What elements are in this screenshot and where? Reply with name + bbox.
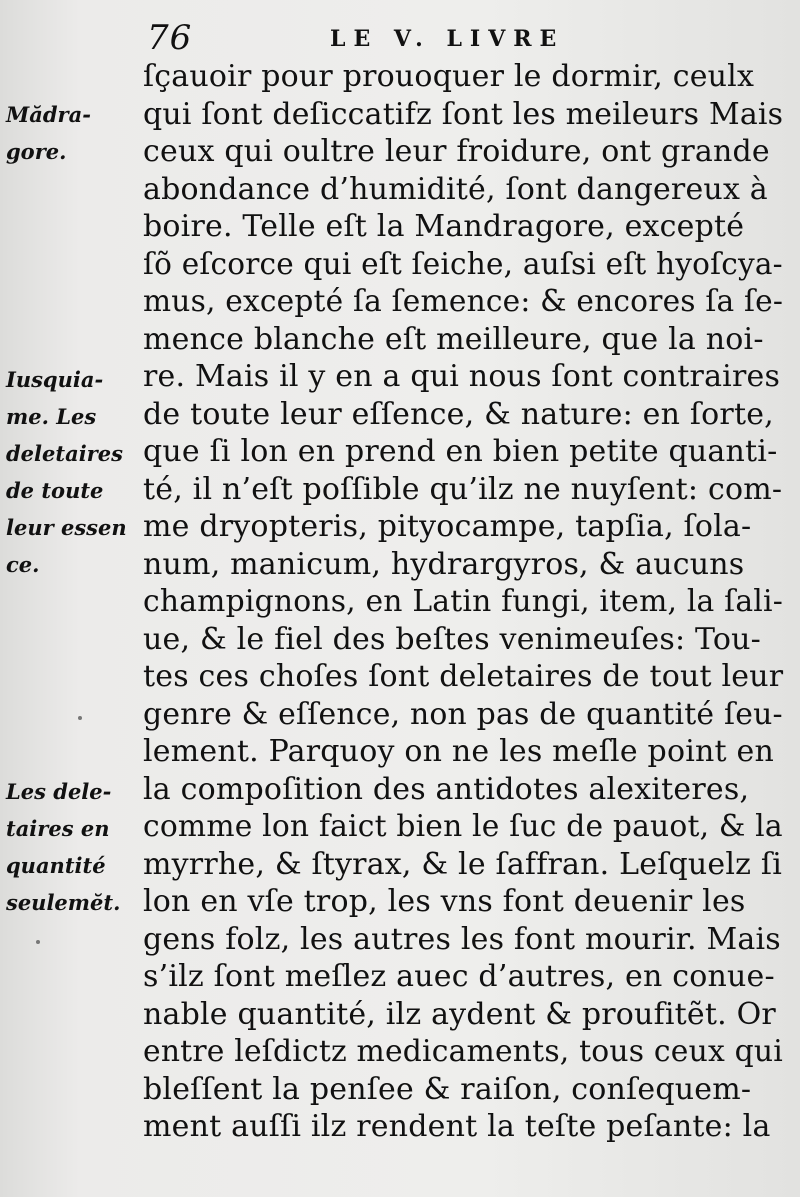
text-line: gens folz, les autres les font mourir. Mais	[143, 921, 781, 957]
text-line: s’ilz ſont meſlez auec d’autres, en conue-	[143, 959, 775, 994]
text-line: me dryopteris, pityocampe, tapſia, ſola-	[143, 509, 752, 544]
text-line: qui ſont deſiccatifz ſont les meileurs Mais	[143, 96, 784, 132]
text-line: que ſi lon en prend en bien petite quanti-	[143, 434, 778, 469]
body-text	[143, 58, 783, 1146]
margin-note-line: quantité	[6, 853, 106, 878]
text-line: ſçauoir pour prouoquer le dormir, ceulx	[143, 59, 755, 94]
text-line: comme lon faict bien le ſuc de pauot, & la	[143, 809, 783, 844]
margin-note-line: taires en	[6, 816, 110, 841]
margin-note-line: seulemĕt.	[6, 890, 121, 915]
text-line: tes ces choſes ſont deletaires de tout leur	[143, 659, 784, 694]
margin-note-line: de toute	[6, 478, 104, 503]
margin-note-line: gore.	[6, 139, 67, 164]
text-line: entre leſdictz medicaments, tous ceux qui	[143, 1034, 783, 1069]
text-line: ment auſſi ilz rendent la teſte peſante: la	[143, 1109, 771, 1144]
text-line: champignons, en Latin fungi, item, la ſali-	[143, 584, 783, 619]
margin-note-iusquiame	[6, 361, 134, 583]
text-line: ceux qui oultre leur froidure, ont grande	[143, 134, 770, 169]
margin-note-line: Iusquia-	[6, 367, 104, 392]
text-line: mus, excepté ſa ſemence: & encores ſa ſe-	[143, 284, 784, 319]
text-line: lon en vſe trop, les vns font deuenir les	[143, 884, 746, 919]
text-line: té, il n’eſt poſſible qu’ilz ne nuyſent: com-	[143, 471, 783, 507]
margin-note-line: deletaires	[6, 441, 123, 466]
text-line: re. Mais il y en a qui nous ſont contraires	[143, 359, 781, 394]
text-line: boire. Telle eſt la Mandragore, excepté	[143, 209, 745, 244]
text-line: la compoſition des antidotes alexiteres,	[143, 771, 750, 807]
margin-note-line: Mădra-	[6, 102, 91, 127]
text-line: myrrhe, & ſtyrax, & le ſaffran. Leſquelz ſi	[143, 846, 783, 882]
text-line: de toute leur eſſence, & nature: en ſorte,	[143, 396, 774, 432]
margin-note-line: me. Les	[6, 404, 97, 429]
margin-note-deletaires-quantite	[6, 773, 134, 921]
margin-note-mandragore	[6, 96, 134, 170]
text-line: nable quantité, ilz aydent & proufitẽt. Or	[143, 996, 776, 1032]
text-line: abondance d’humidité, ſont dangereux à	[143, 171, 768, 207]
margin-notes	[0, 0, 135, 1197]
text-line: genre & eſſence, non pas de quantité ſeu-	[143, 696, 783, 732]
ink-speck	[78, 716, 82, 720]
text-line: mence blanche eſt meilleure, que la noi-	[143, 321, 764, 357]
page-number: 76	[147, 18, 193, 58]
running-head: LE V. LIVRE	[330, 26, 565, 52]
margin-note-line: leur essen	[6, 515, 127, 540]
text-line: lement. Parquoy on ne les meſle point en	[143, 734, 774, 769]
margin-note-line: ce.	[6, 552, 40, 577]
ink-speck	[36, 940, 40, 944]
text-line: bleſſent la penſee & raiſon, conſequem-	[143, 1071, 752, 1107]
margin-note-line: Les dele-	[6, 779, 112, 804]
text-line: num, manicum, hydrargyros, & aucuns	[143, 546, 745, 582]
text-line: ue, & le fiel des beſtes venimeuſes: Tou-	[143, 621, 761, 657]
text-line: ſõ eſcorce qui eſt ſeiche, auſsi eſt hyoſcya-	[143, 246, 783, 282]
